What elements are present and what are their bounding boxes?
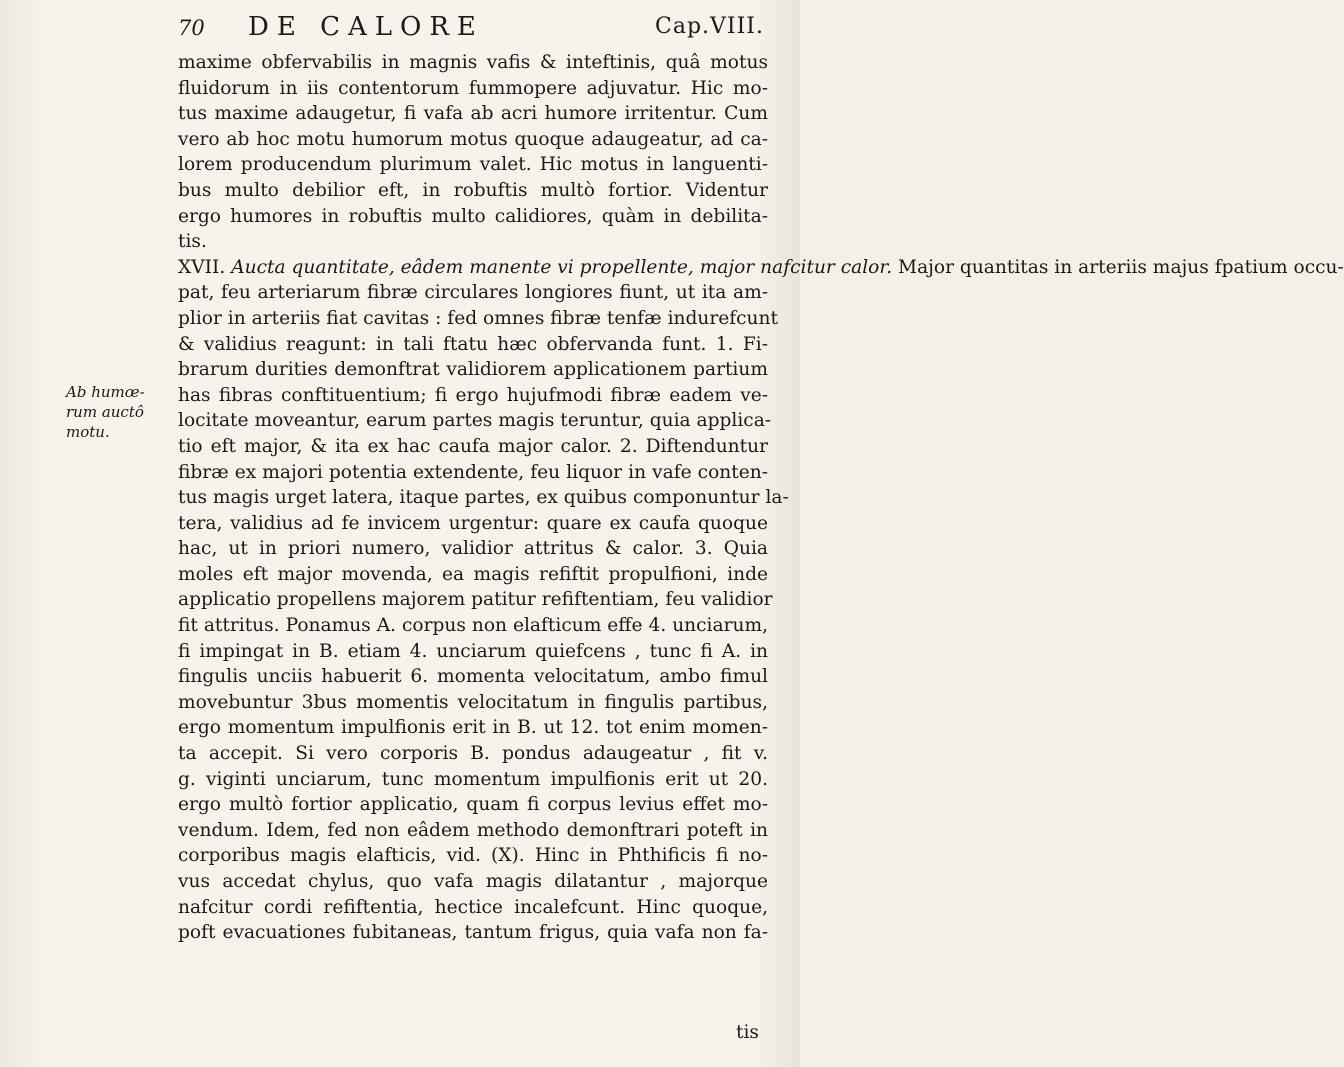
text-line: vendum. Idem, fed non eâdem methodo demonftrari poteft in [178,819,768,841]
margin-note-line: motu. [66,423,110,441]
text-line: applicatio propellens majorem patitur refiftentiam, feu validior [178,589,773,611]
page-number: 70 [178,16,205,40]
section-title: Aucta quantitate, eâdem manente vi propellente, major nafcitur calor. [231,256,893,278]
text-line: & validius reagunt: in tali ftatu hæc obfervanda funt. 1. Fi- [178,333,768,355]
text-line: g. viginti unciarum, tunc momentum impulfionis erit ut 20. [178,768,768,790]
section-number: XVII. [178,256,226,278]
text-line: fibræ ex majori potentia extendente, feu liquor in vafe conten- [178,461,768,483]
text-line: vus accedat chylus, quo vafa magis dilatantur , majorque [178,871,768,892]
text-line: bus multo debilior eft, in robuftis multò fortior. Videntur [178,179,768,201]
text-line: ta accepit. Si vero corporis B. pondus adaugeatur , fit v. [178,743,768,765]
text-line: tera, validius ad fe invicem urgentur: quare ex caufa quoque [178,512,768,534]
text-line: tus maxime adaugetur, fi vafa ab acri humore irritentur. Cum [178,103,768,125]
text-line: hac, ut in priori numero, validior attritus & calor. 3. Quia [178,538,768,560]
text-line: movebuntur 3bus momentis velocitatum in fingulis partibus, [178,691,768,713]
text-line: moles eft major movenda, ea magis refiftit propulfioni, inde [178,563,768,585]
margin-note [66,382,172,442]
catchword: tis [736,1022,759,1043]
text-line: lorem producendum plurimum valet. Hic motus in languenti- [178,154,768,176]
text-line: tis. [178,231,207,253]
text-line: fingulis unciis habuerit 6. momenta velocitatum, ambo fimul [178,666,768,688]
text-line: has fibras conftituentium; fi ergo hujufmodi fibræ eadem ve- [178,384,768,406]
text-line: tus magis urget latera, itaque partes, ex quibus componuntur la- [178,487,789,509]
section-heading-line [178,255,1344,281]
text-line: tio eft major, & ita ex hac caufa major calor. 2. Diftenduntur [178,435,768,457]
text-line: plior in arteriis fiat cavitas : fed omnes fibræ tenfæ indurefcunt [178,307,778,329]
text-line: fluidorum in iis contentorum fummopere adjuvatur. Hic mo- [178,77,768,99]
text-line: fit attritus. Ponamus A. corpus non elafticum effe 4. unciarum, [178,615,768,637]
running-title: DE CALORE [248,12,484,42]
text-line: ergo momentum impulfionis erit in B. ut 12. tot enim momen- [178,717,768,739]
section-text-start: Major quantitas in arteriis majus fpatium occu- [898,256,1344,278]
text-line: vero ab hoc motu humorum motus quoque adaugeatur, ad ca- [178,128,768,150]
text-line: ergo humores in robuftis multo calidiores, quàm in debilita- [178,205,768,227]
body-text [178,50,1344,946]
text-line: locitate moveantur, earum partes magis teruntur, quia applica- [178,410,772,432]
text-line: ergo multò fortior applicatio, quam fi corpus levius effet mo- [178,794,768,816]
text-line: nafcitur cordi refiftentia, hectice incalefcunt. Hinc quoque, [178,896,768,918]
text-line: brarum durities demonftrat validiorem applicationem partium [178,359,768,381]
text-line: maxime obfervabilis in magnis vafis & inteftinis, quâ motus [178,52,768,73]
margin-note-line: Ab humœ- [66,383,145,401]
page-header [178,10,764,50]
text-line: corporibus magis elafticis, vid. (X). Hinc in Phthificis fi no- [178,845,768,867]
chapter-label: Cap.VIII. [655,14,764,39]
text-line: fi impingat in B. etiam 4. unciarum quiefcens , tunc fi A. in [178,640,768,662]
margin-note-line: rum auctô [66,403,144,421]
text-line: poft evacuationes fubitaneas, tantum frigus, quia vafa non fa- [178,922,768,944]
text-line: pat, feu arteriarum fibræ circulares longiores fiunt, ut ita am- [178,282,768,304]
